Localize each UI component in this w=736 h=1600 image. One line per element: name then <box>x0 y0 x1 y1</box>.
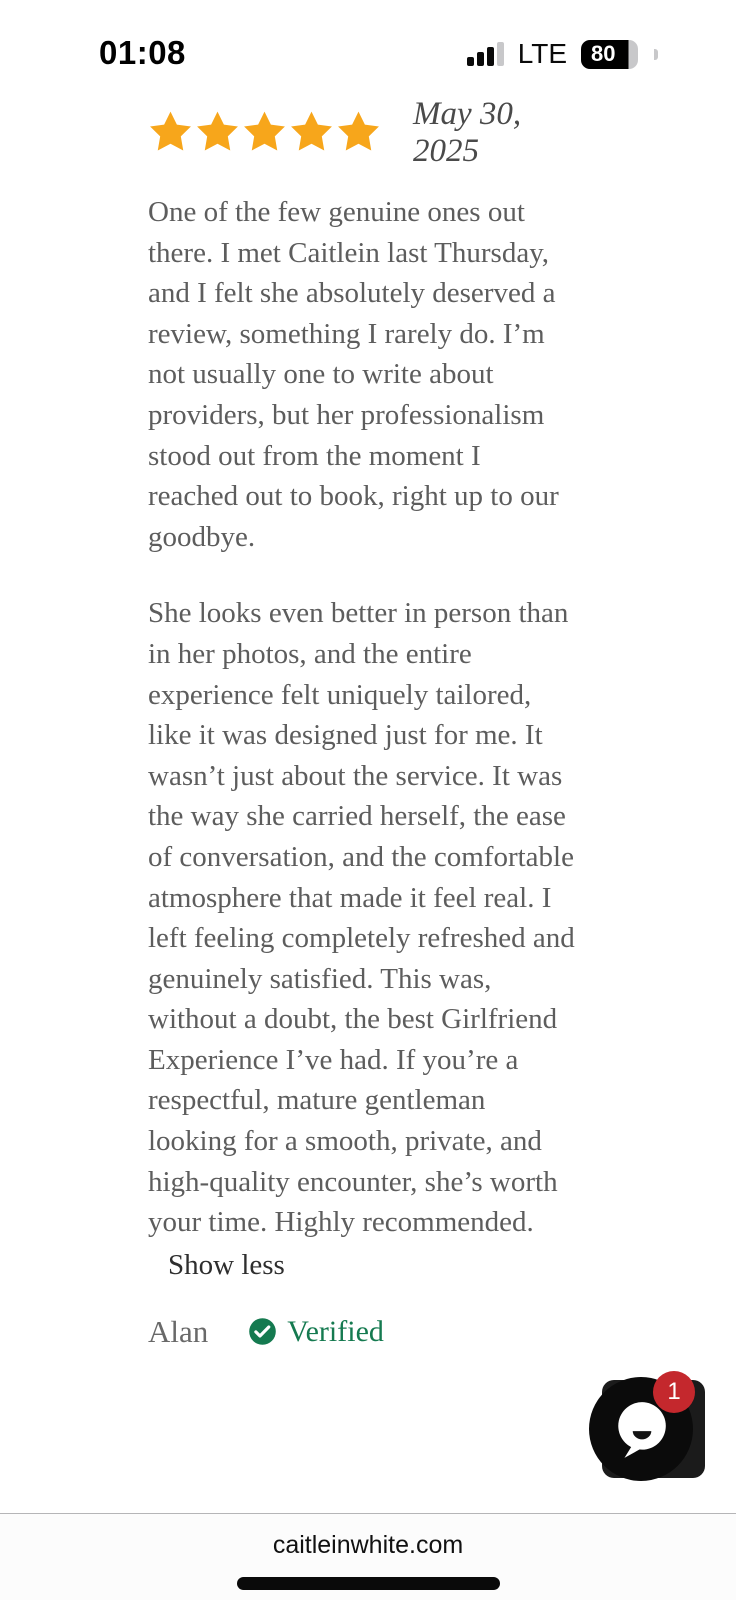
chat-unread-badge <box>653 1371 695 1413</box>
review-author-row <box>148 1314 576 1350</box>
clock: 01:08 <box>99 34 186 71</box>
review-paragraph: One of the few genuine ones out there. I met Caitlein last Thursday, and I felt she absolutely deserved a review, something I rarely do. I’m not usually one to write about providers, but her professionalism stood out from the moment I reached out to book, right up to our goodbye. <box>148 196 559 553</box>
review-card <box>148 92 576 1350</box>
star-rating <box>148 109 383 154</box>
star-icon <box>242 109 287 154</box>
star-icon <box>336 109 381 154</box>
verified-badge <box>248 1315 384 1349</box>
reviewer-name: Alan <box>148 1313 209 1349</box>
home-indicator[interactable] <box>237 1577 500 1590</box>
star-icon <box>195 109 240 154</box>
signal-strength-icon <box>467 42 504 66</box>
battery-icon <box>581 40 638 69</box>
verified-check-icon <box>248 1317 277 1346</box>
review-body <box>148 192 576 1243</box>
rating-row <box>148 92 576 170</box>
verified-label: Verified <box>287 1314 384 1348</box>
chat-widget-button[interactable] <box>602 1380 705 1478</box>
star-icon <box>148 109 193 154</box>
star-icon <box>289 109 334 154</box>
review-paragraph: She looks even better in person than in her photos, and the entire experience felt uniquely tailored, like it was designed just for me. It wasn’t just about the service. It was the way she carried herself, the ease of conversation, and the comfortable atmosphere that made it feel real. I left feeling completely refreshed and genuinely satisfied. This was, without a doubt, the best Girlfriend Experience I’ve had. If you’re a respectful, mature gentleman looking for a smooth, private, and high-quality encounter, she’s worth your time. Highly recommended. <box>148 597 575 1239</box>
address-bar[interactable]: caitleinwhite.com <box>272 1531 464 1559</box>
network-type-label: LTE <box>517 38 567 69</box>
battery-cap <box>654 49 658 60</box>
battery-percent: 80 <box>591 41 616 66</box>
chat-unread-count: 1 <box>667 1378 681 1405</box>
review-date: May 30, 2025 <box>413 96 522 169</box>
show-less-link[interactable]: Show less <box>168 1248 285 1281</box>
browser-bottom-bar <box>0 1513 736 1600</box>
status-bar <box>0 0 736 90</box>
